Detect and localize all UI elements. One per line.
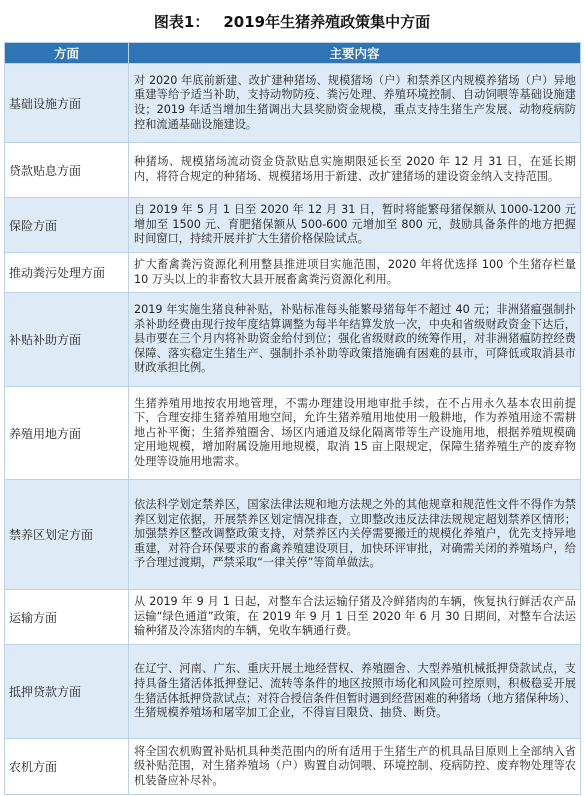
row-aspect: 贷款贴息方面 xyxy=(5,143,129,198)
table-row xyxy=(5,293,581,387)
table-row xyxy=(5,645,581,739)
row-aspect: 农机方面 xyxy=(5,739,129,795)
row-aspect: 保险方面 xyxy=(5,198,129,253)
figure-number: 图表1： xyxy=(153,12,210,31)
row-content: 将全国农机购置补贴机具种类范围内的所有适用于生猪生产的机具品目原则上全部纳入省级补贴范围，对生猪养殖场（户）购置自动饲喂、环境控制、疫病防控、废弃物处理等农机装备应补尽补。 xyxy=(129,739,581,795)
table-row xyxy=(5,739,581,795)
row-aspect: 推动粪污处理方面 xyxy=(5,253,129,293)
row-aspect: 禁养区划定方面 xyxy=(5,480,129,590)
row-content: 扩大畜禽粪污资源化利用整县推进项目实施范围，2020 年将优选择 100 个生猪存栏量 10 万头以上的非畜牧大县开展畜禽粪污资源化利用。 xyxy=(129,253,581,293)
table-header-row xyxy=(5,43,581,64)
table-row xyxy=(5,253,581,293)
row-content: 自 2019 年 5 月 1 日至 2020 年 12 月 31 日，暂时将能繁母猪保额从 1000-1200 元增加至 1500 元、育肥猪保额从 500-600 元增加至 800 元，鼓励具备条件的地方把握时间窗口，持续开展并扩大生猪价格保险试点。 xyxy=(129,198,581,253)
figure-caption: 2019年生猪养殖政策集中方面 xyxy=(223,12,431,31)
header-aspect: 方面 xyxy=(5,43,129,64)
row-content: 对 2020 年底前新建、改扩建种猪场、规模猪场（户）和禁养区内规模养猪场（户）异地重建等给予适当补助，支持动物防疫、粪污处理、养殖环境控制、自动饲喂等基础设施建设；2019 年适当增加生猪调出大县奖励资金规模，重点支持生猪生产发展、动物疫病防控和流通基础设施建设。 xyxy=(129,64,581,143)
row-content: 从 2019 年 9 月 1 日起，对整车合法运输仔猪及冷鲜猪肉的车辆，恢复执行鲜活农产品运输“绿色通道”政策，在 2019 年 9 月 1 日至 2020 年 6 月 30 日期间，对整车合法运输种猪及冷冻猪肉的车辆，免收车辆通行费。 xyxy=(129,590,581,645)
row-content: 生猪养殖用地按农用地管理，不需办理建设用地审批手续，在不占用永久基本农田前提下，合理安排生猪养殖用地空间，允许生猪养殖用地使用一般耕地，作为养殖用途不需耕地占补平衡；生猪养殖圈舍、场区内通道及绿化隔离带等生产设施用地，根据养殖规模确定用地规模，增加附属设施用地规模，取消 15 亩上限规定，保障生猪养殖生产的废弃物处理等设施用地需求。 xyxy=(129,387,581,480)
header-content: 主要内容 xyxy=(129,43,581,64)
figure-title xyxy=(0,0,584,42)
table-row xyxy=(5,198,581,253)
row-aspect: 基础设施方面 xyxy=(5,64,129,143)
row-aspect: 补贴补助方面 xyxy=(5,293,129,387)
row-aspect: 运输方面 xyxy=(5,590,129,645)
table-row xyxy=(5,590,581,645)
row-content: 依法科学划定禁养区，国家法律法规和地方法规之外的其他规章和规范性文件不得作为禁养区划定依据，开展禁养区划定情况排查，立即整改违反法律法规规定超划禁养区情形；加强禁养区整改调整政策支持，对禁养区内关停需要搬迁的规模化养殖户，优先支持异地重建，对符合环保要求的畜禽养殖建设项目，加快环评审批，对确需关闭的养殖场户，给予合理过渡期，严禁采取“一律关停”等简单做法。 xyxy=(129,480,581,590)
table-row xyxy=(5,143,581,198)
row-content: 种猪场、规模猪场流动资金贷款贴息实施期限延长至 2020 年 12 月 31 日，在延长期内，将符合规定的种猪场、规模猪场用于新建、改扩建猪场的建设资金纳入支持范围。 xyxy=(129,143,581,198)
table-row xyxy=(5,387,581,480)
table-row xyxy=(5,480,581,590)
row-content: 在辽宁、河南、广东、重庆开展土地经营权、养殖圈舍、大型养殖机械抵押贷款试点，支持具备生猪活体抵押登记、流转等条件的地区按照市场化和风险可控原则，积极稳妥开展生猪活体抵押贷款试点；对符合授信条件但暂时遇到经营困难的种猪场（地方猪保种场）、生猪规模养殖场和屠宰加工企业，不得盲目限贷、抽贷、断贷。 xyxy=(129,645,581,739)
policy-table xyxy=(4,42,581,795)
row-aspect: 养殖用地方面 xyxy=(5,387,129,480)
row-content: 2019 年实施生猪良种补贴，补贴标准每头能繁母猪每年不超过 40 元；非洲猪瘟强制扑杀补助经费由现行按年度结算调整为每半年结算发放一次，中央和省级财政资金下达后，县市要在三个月内将补助资金给付到位；强化省级财政的统筹作用，对非洲猪瘟防控经费保障、落实稳定生猪生产、强制扑杀补助等政策措施确有困难的县市，可降低或取消县市财政承担比例。 xyxy=(129,293,581,387)
table-row xyxy=(5,64,581,143)
row-aspect: 抵押贷款方面 xyxy=(5,645,129,739)
